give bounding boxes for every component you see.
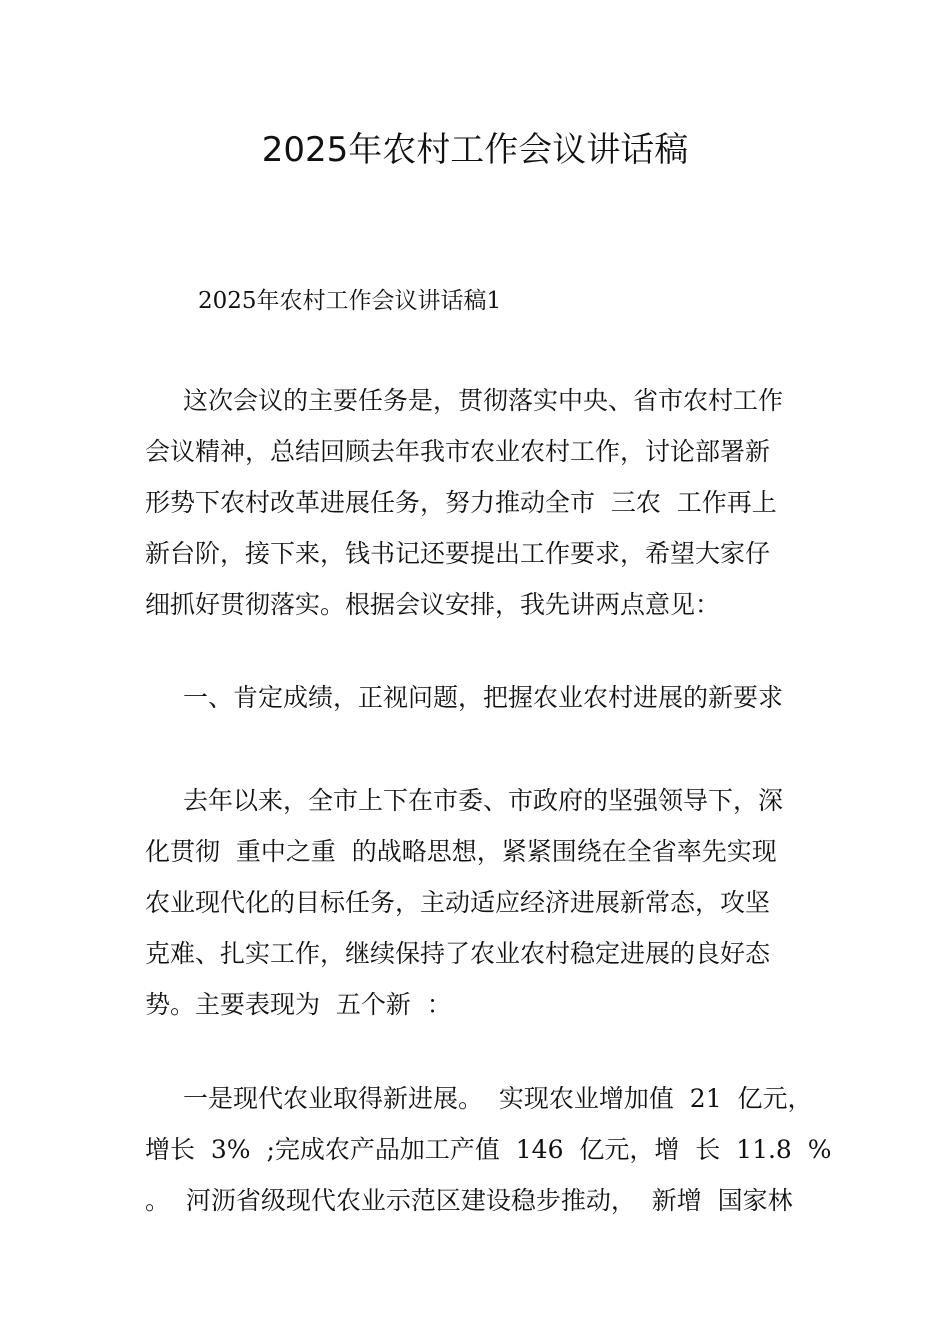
paragraph-achievements	[145, 775, 817, 1030]
text-line: 增长 3% ;完成农产品加工产值 146 亿元，增 长 11.8 %	[145, 1135, 832, 1164]
text-line: 。 河沥省级现代农业示范区建设稳步推动， 新增 国家林	[145, 1186, 793, 1215]
text-line: 一是现代农业取得新进展。 实现农业增加值 21 亿元，	[183, 1084, 813, 1113]
text-line: 农业现代化的目标任务，主动适应经济进展新常态，攻坚	[145, 888, 771, 917]
text-line: 形势下农村改革进展任务，努力推动全市 三农 工作再上	[145, 488, 777, 517]
text-line: 一、肯定成绩，正视问题，把握农业农村进展的新要求	[183, 683, 784, 712]
paragraph-intro	[145, 375, 817, 630]
paragraph-agriculture-progress	[145, 1073, 832, 1226]
document-title: 2025年农村工作会议讲话稿	[261, 130, 689, 170]
text-line: 这次会议的主要任务是，贯彻落实中央、省市农村工作	[183, 386, 784, 415]
section-heading	[145, 672, 817, 723]
document-subtitle: 2025年农村工作会议讲话稿1	[198, 288, 502, 314]
text-line: 细抓好贯彻落实。根据会议安排，我先讲两点意见：	[145, 590, 721, 619]
text-line: 克难、扎实工作，继续保持了农业农村稳定进展的良好态	[145, 939, 771, 968]
text-line: 新台阶，接下来，钱书记还要提出工作要求，希望大家仔	[145, 539, 771, 568]
text-line: 去年以来，全市上下在市委、市政府的坚强领导下，深	[183, 786, 784, 815]
text-line: 势。主要表现为 五个新 ：	[145, 990, 452, 1019]
text-line: 会议精神，总结回顾去年我市农业农村工作，讨论部署新	[145, 437, 771, 466]
text-line: 化贯彻 重中之重 的战略思想，紧紧围绕在全省率先实现	[145, 837, 777, 866]
